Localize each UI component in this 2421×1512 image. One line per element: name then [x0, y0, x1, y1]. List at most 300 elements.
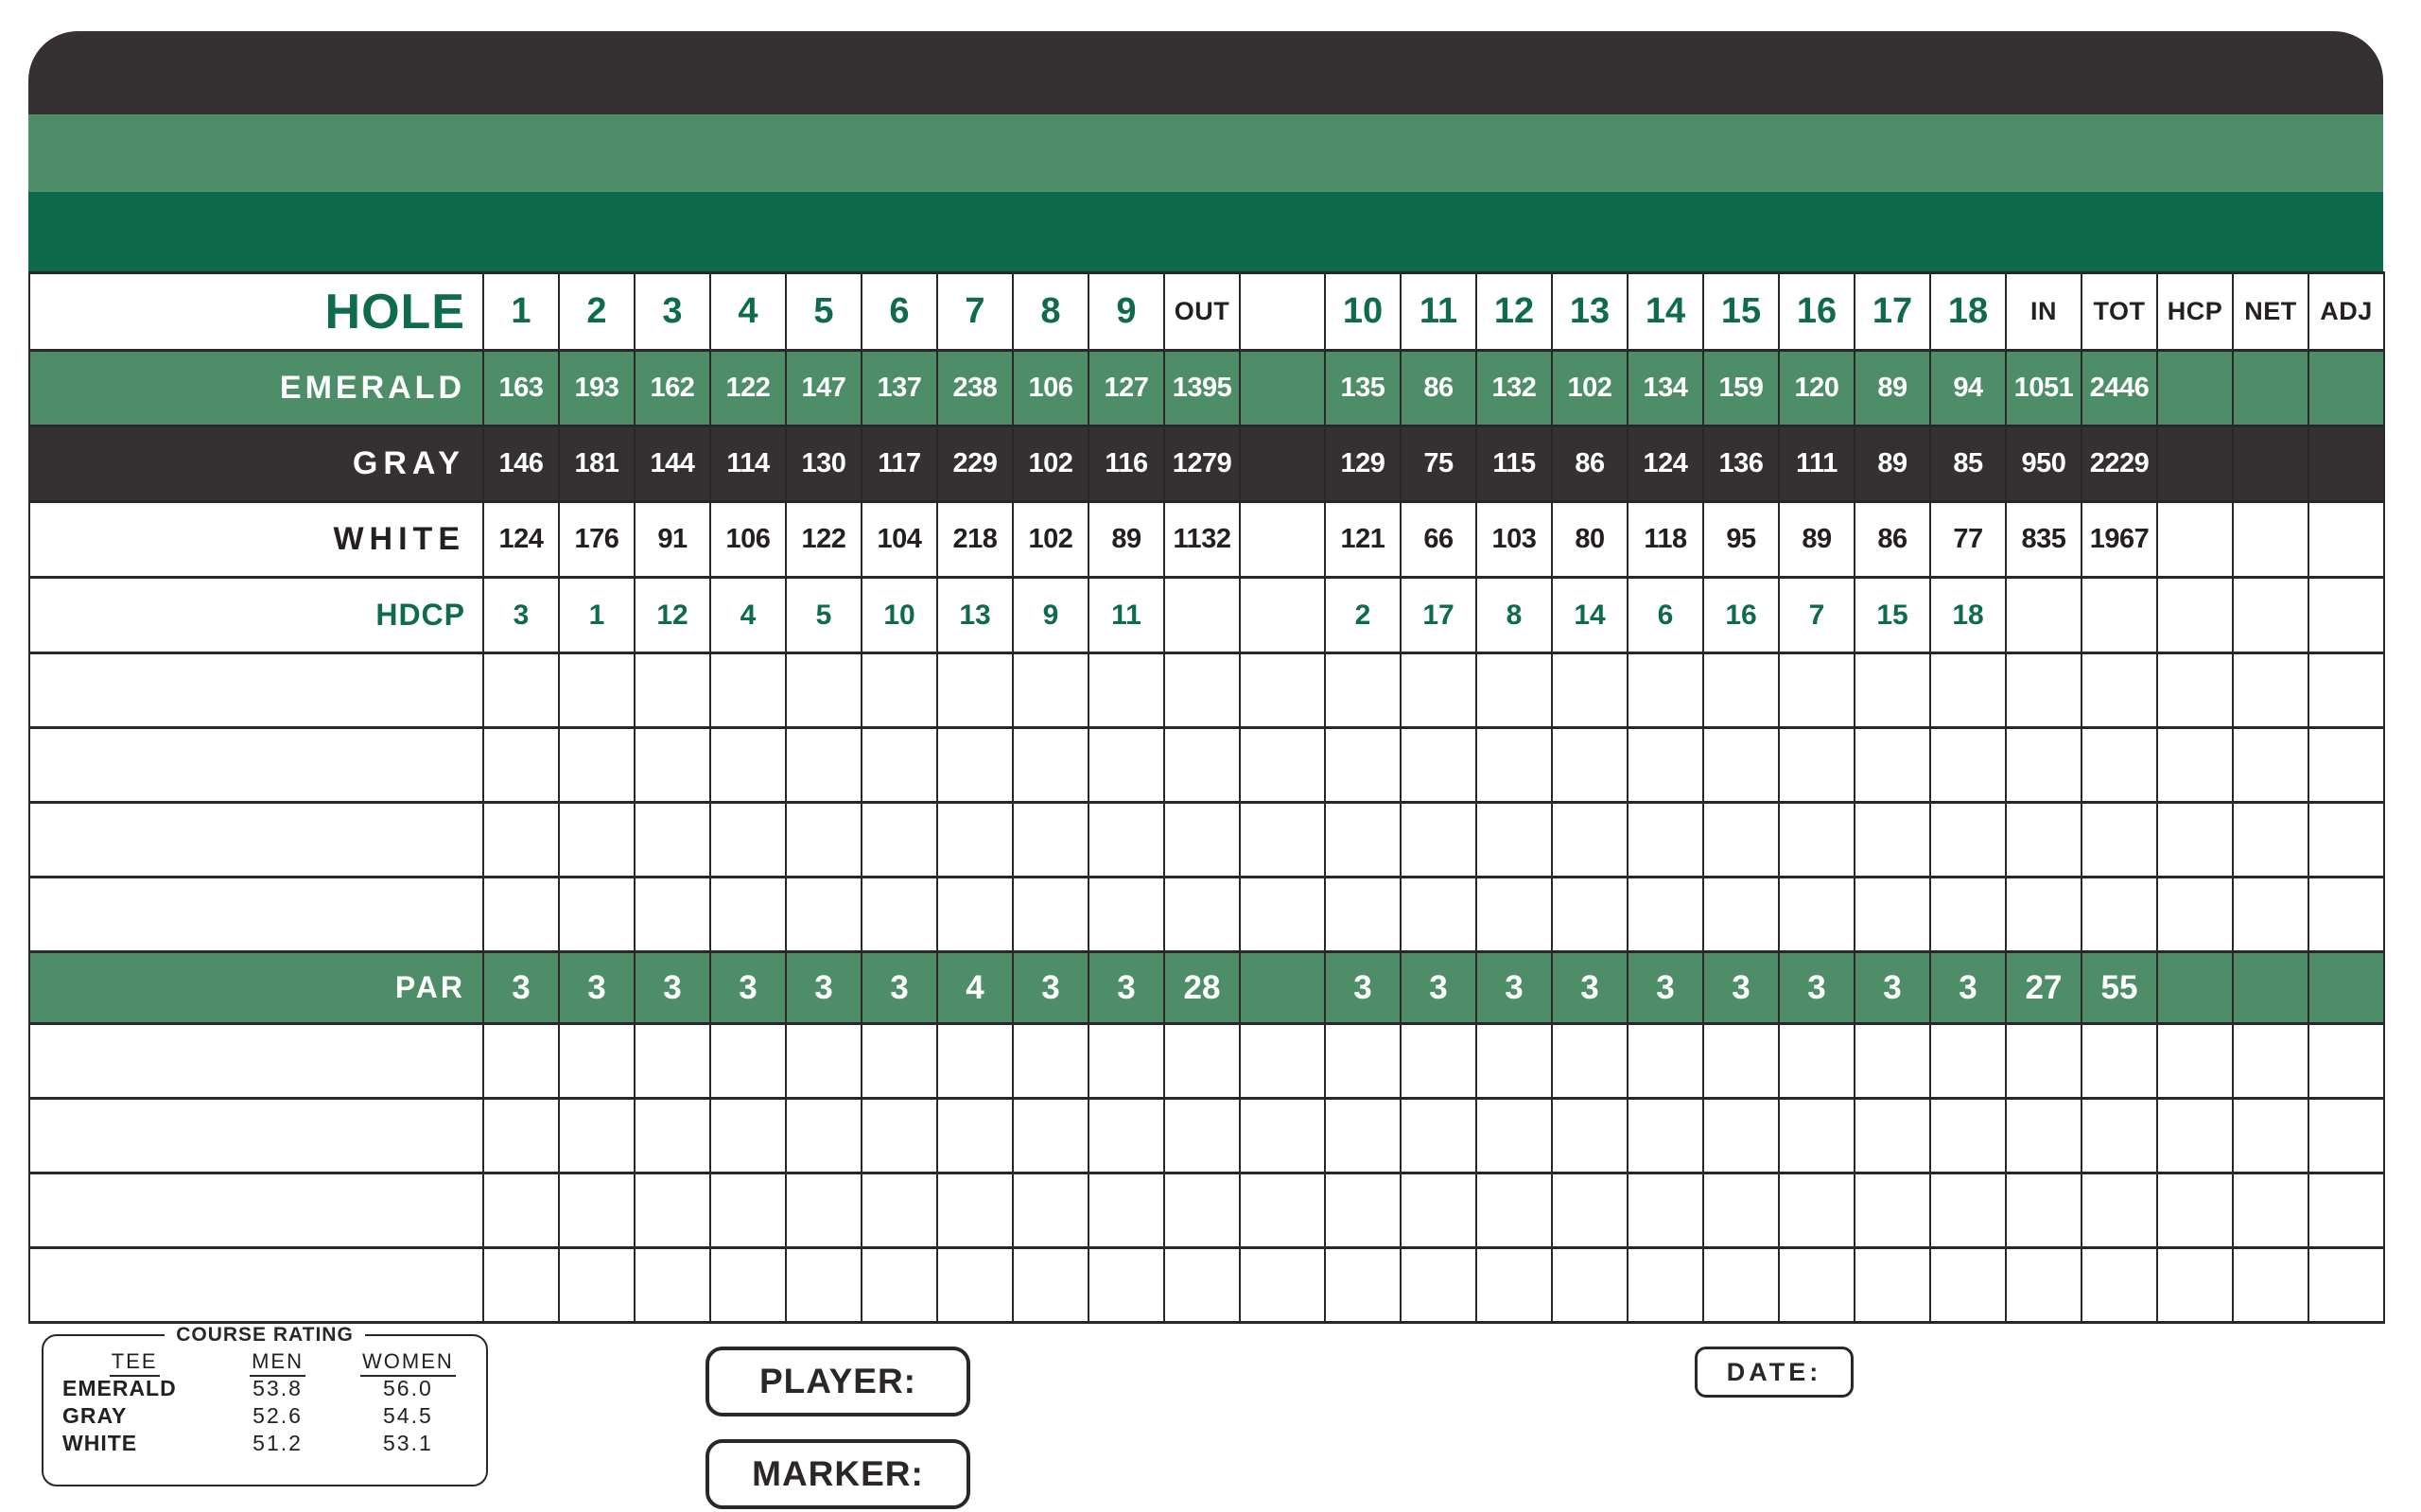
score-cell [1240, 653, 1325, 728]
score-cell [559, 878, 635, 952]
score-cell [1703, 1248, 1779, 1323]
score-cell: 8 [1013, 273, 1089, 351]
score-cell [1552, 1099, 1628, 1173]
score-cell [2308, 878, 2384, 952]
layout-element: WOMEN [360, 1349, 456, 1377]
score-cell [1855, 878, 1930, 952]
score-cell [483, 1024, 559, 1099]
score-cell [1325, 1248, 1401, 1323]
score-cell: 18 [1930, 273, 2006, 351]
score-cell [2081, 1024, 2157, 1099]
score-cell [559, 1099, 635, 1173]
score-cell [635, 803, 710, 878]
separator-cell [1240, 952, 1325, 1024]
score-cell [2006, 1173, 2081, 1248]
score-cell [2157, 952, 2233, 1024]
score-cell [1089, 728, 1164, 803]
score-cell [1164, 878, 1240, 952]
score-cell: 122 [710, 351, 786, 426]
score-cell: 53.8 [253, 1376, 303, 1400]
score-cell: 1 [483, 273, 559, 351]
score-cell: 7 [1779, 578, 1855, 653]
score-cell [937, 1248, 1013, 1323]
emerald-tee-row [29, 351, 2384, 426]
score-cell: 3 [635, 952, 710, 1024]
score-cell [2157, 502, 2233, 578]
score-cell [635, 1248, 710, 1323]
score-cell: 144 [635, 426, 710, 502]
hcp-header: HCP [2157, 273, 2233, 351]
tot-header: TOT [2081, 273, 2157, 351]
score-cell: 106 [1013, 351, 1089, 426]
score-cell: 229 [937, 426, 1013, 502]
score-cell [2308, 1099, 2384, 1173]
score-cell [1855, 1248, 1930, 1323]
score-cell [2006, 1024, 2081, 1099]
score-cell [1089, 1099, 1164, 1173]
score-cell: 132 [1476, 351, 1552, 426]
course-rating-box [42, 1324, 488, 1486]
score-cell [786, 728, 862, 803]
score-cell [937, 878, 1013, 952]
score-cell [786, 1099, 862, 1173]
col-women [338, 1348, 479, 1375]
score-cell: 3 [1401, 952, 1476, 1024]
score-cell [862, 653, 937, 728]
score-cell [2081, 1248, 2157, 1323]
out-total: 1395 [1164, 351, 1240, 426]
score-cell [2233, 952, 2308, 1024]
tee-label-gray: GRAY [29, 426, 483, 502]
score-cell: 17 [1401, 578, 1476, 653]
score-cell [1401, 1024, 1476, 1099]
score-cell: 7 [937, 273, 1013, 351]
score-cell: 3 [559, 952, 635, 1024]
score-cell [1476, 1248, 1552, 1323]
handicap-row [29, 578, 2384, 653]
score-cell: 52.6 [253, 1403, 303, 1428]
score-cell [1325, 878, 1401, 952]
score-cell [1401, 1248, 1476, 1323]
score-cell [1325, 1024, 1401, 1099]
score-cell [862, 803, 937, 878]
score-cell: 176 [559, 502, 635, 578]
blank-score-row [29, 1099, 2384, 1173]
score-cell: 103 [1476, 502, 1552, 578]
score-cell [1930, 1173, 2006, 1248]
score-cell [29, 1248, 483, 1323]
score-cell: 3 [1703, 952, 1779, 1024]
gray-tee-row [29, 426, 2384, 502]
score-cell [2308, 426, 2384, 502]
score-cell [635, 1173, 710, 1248]
score-cell: 135 [1325, 351, 1401, 426]
score-cell [710, 653, 786, 728]
score-cell [559, 653, 635, 728]
in-total: 1051 [2006, 351, 2081, 426]
score-cell: 2 [1325, 578, 1401, 653]
score-cell [1164, 1173, 1240, 1248]
score-cell: 102 [1013, 502, 1089, 578]
score-cell: 104 [862, 502, 937, 578]
score-cell [862, 1248, 937, 1323]
score-cell: 1 [559, 578, 635, 653]
score-cell [2233, 426, 2308, 502]
score-cell [1240, 728, 1325, 803]
layout-element [29, 273, 2384, 1323]
score-cell: 130 [786, 426, 862, 502]
score-cell [1779, 803, 1855, 878]
score-cell: 115 [1476, 426, 1552, 502]
score-cell: 3 [1628, 952, 1703, 1024]
net-header: NET [2233, 273, 2308, 351]
score-cell [559, 803, 635, 878]
score-cell [483, 878, 559, 952]
score-cell [786, 653, 862, 728]
score-cell: 114 [710, 426, 786, 502]
score-cell [1552, 803, 1628, 878]
score-cell [635, 653, 710, 728]
score-cell [1476, 1099, 1552, 1173]
score-cell [1855, 653, 1930, 728]
score-cell: 89 [1855, 351, 1930, 426]
separator-cell [1240, 426, 1325, 502]
score-cell [2308, 952, 2384, 1024]
rating-row-white [51, 1430, 479, 1457]
score-cell [786, 1248, 862, 1323]
score-cell [2157, 351, 2233, 426]
score-cell [710, 1099, 786, 1173]
score-cell [483, 1173, 559, 1248]
score-cell [483, 653, 559, 728]
scorecard-table [28, 271, 2385, 1324]
score-cell [1855, 803, 1930, 878]
score-cell [2233, 502, 2308, 578]
score-cell: 66 [1401, 502, 1476, 578]
score-cell [1703, 1099, 1779, 1173]
score-cell [1930, 1248, 2006, 1323]
score-cell [862, 1099, 937, 1173]
score-cell: 95 [1703, 502, 1779, 578]
score-cell [1930, 1099, 2006, 1173]
blank-score-row [29, 728, 2384, 803]
score-cell [1401, 803, 1476, 878]
score-cell: 137 [862, 351, 937, 426]
score-cell [2233, 1099, 2308, 1173]
score-cell: 17 [1855, 273, 1930, 351]
score-cell [1013, 803, 1089, 878]
score-cell [1628, 1248, 1703, 1323]
separator-cell [1240, 273, 1325, 351]
score-cell [1013, 878, 1089, 952]
in-total: 835 [2006, 502, 2081, 578]
hdcp-label: HDCP [29, 578, 483, 653]
score-cell [1089, 803, 1164, 878]
score-cell [483, 1248, 559, 1323]
score-cell [1703, 1173, 1779, 1248]
score-cell [1552, 1173, 1628, 1248]
score-cell [710, 1173, 786, 1248]
score-cell [2233, 653, 2308, 728]
score-cell [2081, 1099, 2157, 1173]
score-cell [29, 1099, 483, 1173]
score-cell: 159 [1703, 351, 1779, 426]
score-cell [1089, 653, 1164, 728]
score-cell: 147 [786, 351, 862, 426]
score-cell [1855, 1024, 1930, 1099]
score-cell [1013, 728, 1089, 803]
score-cell [2006, 803, 2081, 878]
score-cell [1325, 803, 1401, 878]
separator-cell [1240, 351, 1325, 426]
score-cell: EMERALD [62, 1376, 177, 1400]
score-cell: 162 [635, 351, 710, 426]
top-darkgreen-band [28, 192, 2383, 271]
score-cell: 86 [1855, 502, 1930, 578]
top-dark-band [28, 31, 2383, 114]
score-cell: 89 [1855, 426, 1930, 502]
score-cell: 16 [1703, 578, 1779, 653]
score-cell: 9 [1013, 578, 1089, 653]
score-cell [2233, 351, 2308, 426]
score-cell [710, 1024, 786, 1099]
score-cell [786, 1024, 862, 1099]
score-cell: 136 [1703, 426, 1779, 502]
date-field [1695, 1347, 1854, 1398]
score-cell [1164, 803, 1240, 878]
score-cell [559, 1024, 635, 1099]
score-cell: 94 [1930, 351, 2006, 426]
score-cell [1325, 1173, 1401, 1248]
score-cell [2081, 878, 2157, 952]
score-cell: 3 [1855, 952, 1930, 1024]
out-total: 28 [1164, 952, 1240, 1024]
rating-row-emerald [51, 1375, 479, 1402]
score-cell [786, 1173, 862, 1248]
score-cell: 15 [1855, 578, 1930, 653]
score-cell: 3 [1325, 952, 1401, 1024]
score-cell [1552, 878, 1628, 952]
score-cell [29, 728, 483, 803]
score-cell: 181 [559, 426, 635, 502]
score-cell [2308, 653, 2384, 728]
score-cell [1089, 1173, 1164, 1248]
score-cell: 3 [862, 952, 937, 1024]
score-cell: 2 [559, 273, 635, 351]
score-cell: 16 [1779, 273, 1855, 351]
score-cell [1628, 1173, 1703, 1248]
course-rating-header-row [51, 1348, 479, 1375]
score-cell [1703, 878, 1779, 952]
grand-total: 55 [2081, 952, 2157, 1024]
score-cell [559, 728, 635, 803]
score-cell [1013, 1024, 1089, 1099]
score-cell [1779, 653, 1855, 728]
score-cell: 102 [1013, 426, 1089, 502]
marker-label: MARKER: [752, 1454, 924, 1493]
layout-element: MEN [250, 1349, 305, 1377]
score-cell: 3 [1013, 952, 1089, 1024]
score-cell: 8 [1476, 578, 1552, 653]
score-cell [937, 728, 1013, 803]
score-cell [1552, 653, 1628, 728]
score-cell [937, 1173, 1013, 1248]
score-cell: 3 [483, 578, 559, 653]
score-cell [483, 803, 559, 878]
player-label: PLAYER: [758, 1362, 916, 1400]
layout-element: TEE [110, 1349, 160, 1377]
out-total: 1132 [1164, 502, 1240, 578]
score-cell [2308, 1173, 2384, 1248]
score-cell [937, 1024, 1013, 1099]
score-cell: 10 [862, 578, 937, 653]
score-cell [1089, 1024, 1164, 1099]
score-cell [483, 728, 559, 803]
score-cell: 5 [786, 578, 862, 653]
date-label: DATE: [1726, 1357, 1822, 1386]
blank-score-row [29, 653, 2384, 728]
grand-total: 2229 [2081, 426, 2157, 502]
blank-score-row [29, 803, 2384, 878]
score-cell: 3 [710, 952, 786, 1024]
score-cell [559, 1173, 635, 1248]
score-cell: 5 [786, 273, 862, 351]
score-cell [1628, 1024, 1703, 1099]
score-cell [1325, 728, 1401, 803]
score-cell [1552, 1248, 1628, 1323]
score-cell [710, 728, 786, 803]
adj-header: ADJ [2308, 273, 2384, 351]
score-cell [1164, 1248, 1240, 1323]
score-cell: 80 [1552, 502, 1628, 578]
top-green-band [28, 114, 2383, 192]
score-cell [1855, 1173, 1930, 1248]
score-cell [1779, 878, 1855, 952]
score-cell: 89 [1089, 502, 1164, 578]
score-cell: 86 [1401, 351, 1476, 426]
tee-label-emerald: EMERALD [29, 351, 483, 426]
score-cell [1089, 1248, 1164, 1323]
tee-label-white: WHITE [29, 502, 483, 578]
score-cell: 6 [862, 273, 937, 351]
score-cell: GRAY [62, 1403, 128, 1428]
score-cell: 6 [1628, 578, 1703, 653]
score-cell [937, 653, 1013, 728]
layout-element [51, 1348, 479, 1457]
score-cell [2233, 578, 2308, 653]
score-cell: 4 [710, 273, 786, 351]
score-cell [635, 878, 710, 952]
score-cell: 134 [1628, 351, 1703, 426]
score-cell [1779, 728, 1855, 803]
out-total: 1279 [1164, 426, 1240, 502]
score-cell [1703, 653, 1779, 728]
score-cell: 3 [1552, 952, 1628, 1024]
score-cell [29, 803, 483, 878]
score-cell [1476, 653, 1552, 728]
score-cell: 13 [937, 578, 1013, 653]
score-cell [2308, 1024, 2384, 1099]
player-field [705, 1347, 970, 1416]
score-cell [483, 1099, 559, 1173]
score-cell [1930, 878, 2006, 952]
score-cell [1930, 803, 2006, 878]
score-cell: 12 [635, 578, 710, 653]
score-cell [29, 653, 483, 728]
score-cell [2233, 803, 2308, 878]
score-cell [1552, 1024, 1628, 1099]
score-cell [1476, 803, 1552, 878]
score-cell [2081, 1173, 2157, 1248]
score-cell [710, 1248, 786, 1323]
score-cell: 106 [710, 502, 786, 578]
score-cell: 121 [1325, 502, 1401, 578]
score-cell [1628, 1099, 1703, 1173]
score-cell: 102 [1552, 351, 1628, 426]
score-cell [1401, 878, 1476, 952]
separator-cell [1240, 578, 1325, 653]
score-cell: 86 [1552, 426, 1628, 502]
score-cell [1164, 1024, 1240, 1099]
score-cell [2233, 1248, 2308, 1323]
course-rating-title: COURSE RATING [176, 1324, 354, 1346]
score-cell: 116 [1089, 426, 1164, 502]
score-cell: 13 [1552, 273, 1628, 351]
score-cell [710, 803, 786, 878]
score-cell [1164, 728, 1240, 803]
score-cell [2006, 878, 2081, 952]
score-cell [2006, 578, 2081, 653]
score-cell: 77 [1930, 502, 2006, 578]
score-cell [1779, 1024, 1855, 1099]
score-cell [786, 803, 862, 878]
score-cell: 3 [1089, 952, 1164, 1024]
par-label: PAR [29, 952, 483, 1024]
score-cell: 51.2 [253, 1431, 303, 1455]
score-cell [2081, 803, 2157, 878]
score-cell: 10 [1325, 273, 1401, 351]
score-cell [862, 1173, 937, 1248]
score-cell [1930, 728, 2006, 803]
score-cell [1164, 578, 1240, 653]
in-total: 27 [2006, 952, 2081, 1024]
in-total: 950 [2006, 426, 2081, 502]
score-cell [635, 1099, 710, 1173]
score-cell [1240, 878, 1325, 952]
score-cell [2308, 1248, 2384, 1323]
score-cell: 11 [1401, 273, 1476, 351]
score-cell [2157, 578, 2233, 653]
col-tee [51, 1348, 218, 1375]
rating-row-gray [51, 1402, 479, 1430]
score-cell: 120 [1779, 351, 1855, 426]
score-cell [1089, 878, 1164, 952]
grand-total: 1967 [2081, 502, 2157, 578]
score-cell [1476, 728, 1552, 803]
score-cell [2308, 728, 2384, 803]
score-cell [1930, 653, 2006, 728]
score-cell: 14 [1628, 273, 1703, 351]
score-cell [1703, 803, 1779, 878]
score-cell [2081, 653, 2157, 728]
score-cell [1930, 1024, 2006, 1099]
score-cell: 53.1 [383, 1431, 433, 1455]
score-cell [29, 878, 483, 952]
score-cell [1013, 1099, 1089, 1173]
score-cell [1628, 728, 1703, 803]
score-cell [1240, 1099, 1325, 1173]
score-cell [1855, 728, 1930, 803]
